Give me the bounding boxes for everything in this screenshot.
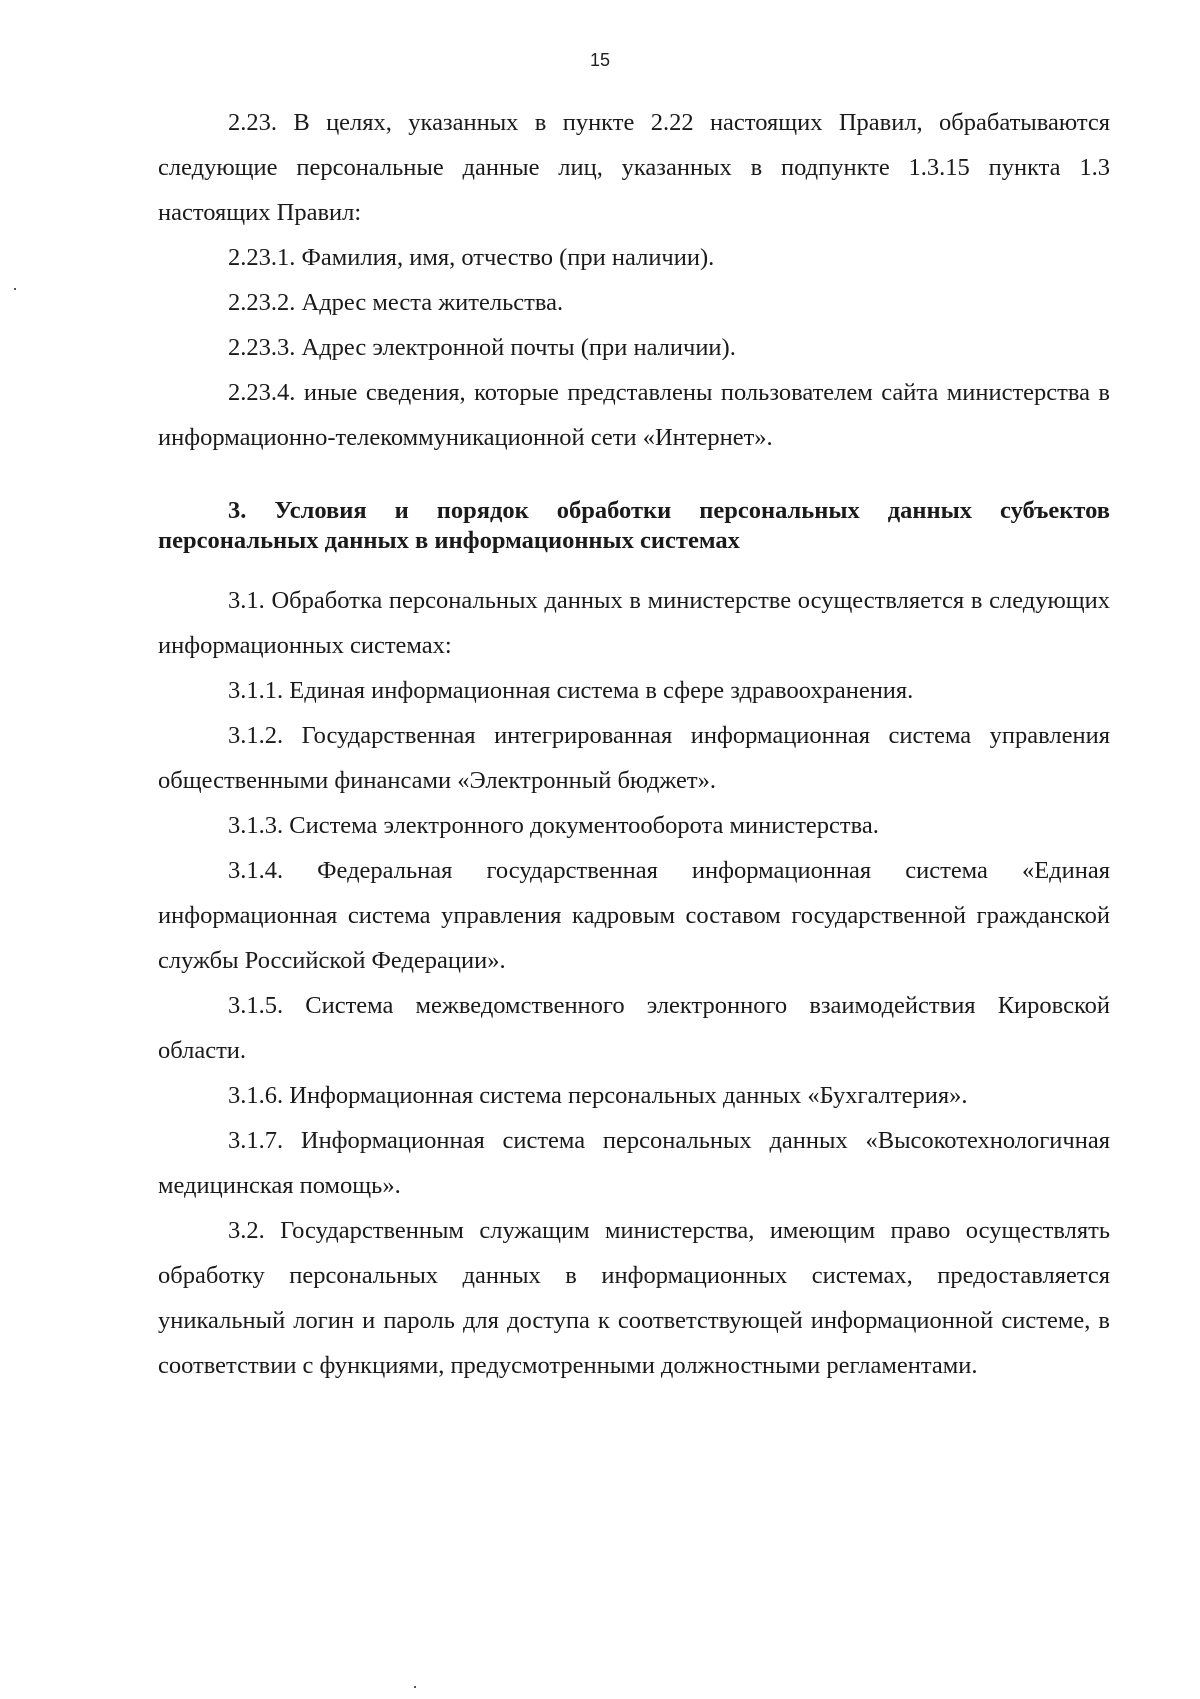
- paragraph-3-1-2: 3.1.2. Государственная интегрированная информационная система управления общественными финансами «Электронный бюджет».: [158, 722, 1110, 794]
- scan-speck: [14, 288, 16, 290]
- page-number: 15: [589, 50, 611, 70]
- paragraph-2-23-2: 2.23.2. Адрес места жительства.: [228, 289, 564, 316]
- paragraph-3-1-6: 3.1.6. Информационная система персональных данных «Бухгалтерия».: [228, 1082, 968, 1109]
- paragraph-3-1-4: 3.1.4. Федеральная государственная информационная система «Единая информационная система управления кадровым составом государственной гражданской службы Российской Федерации».: [158, 857, 1110, 974]
- paragraph-3-1-3: 3.1.3. Система электронного документооборота министерства.: [228, 812, 879, 839]
- section-3-heading: 3. Условия и порядок обработки персональных данных субъектов персональных данных в информационных системах: [158, 497, 1110, 554]
- paragraph-2-23-1: 2.23.1. Фамилия, имя, отчество (при наличии).: [228, 244, 715, 271]
- paragraph-3-1: 3.1. Обработка персональных данных в министерстве осуществляется в следующих информационных системах:: [158, 587, 1110, 659]
- paragraph-2-23: 2.23. В целях, указанных в пункте 2.22 настоящих Правил, обрабатываются следующие персональные данные лиц, указанных в подпункте 1.3.15 пункта 1.3 настоящих Правил:: [158, 109, 1110, 226]
- paragraph-2-23-4: 2.23.4. иные сведения, которые представлены пользователем сайта министерства в информационно-телекоммуникационной сети «Интернет».: [158, 379, 1110, 451]
- paragraph-3-1-5: 3.1.5. Система межведомственного электронного взаимодействия Кировской области.: [158, 992, 1110, 1064]
- document-body: [158, 100, 1110, 1388]
- scan-speck: [414, 1686, 416, 1688]
- paragraph-2-23-3: 2.23.3. Адрес электронной почты (при наличии).: [228, 334, 736, 361]
- paragraph-3-1-1: 3.1.1. Единая информационная система в сфере здравоохранения.: [228, 677, 914, 704]
- paragraph-3-1-7: 3.1.7. Информационная система персональных данных «Высокотехнологичная медицинская помощь».: [158, 1127, 1110, 1199]
- paragraph-3-2: 3.2. Государственным служащим министерства, имеющим право осуществлять обработку персональных данных в информационных системах, предоставляется уникальный логин и пароль для доступа к соответствующей информационной системе, в соответствии с функциями, предусмотренными должностными регламентами.: [158, 1217, 1110, 1379]
